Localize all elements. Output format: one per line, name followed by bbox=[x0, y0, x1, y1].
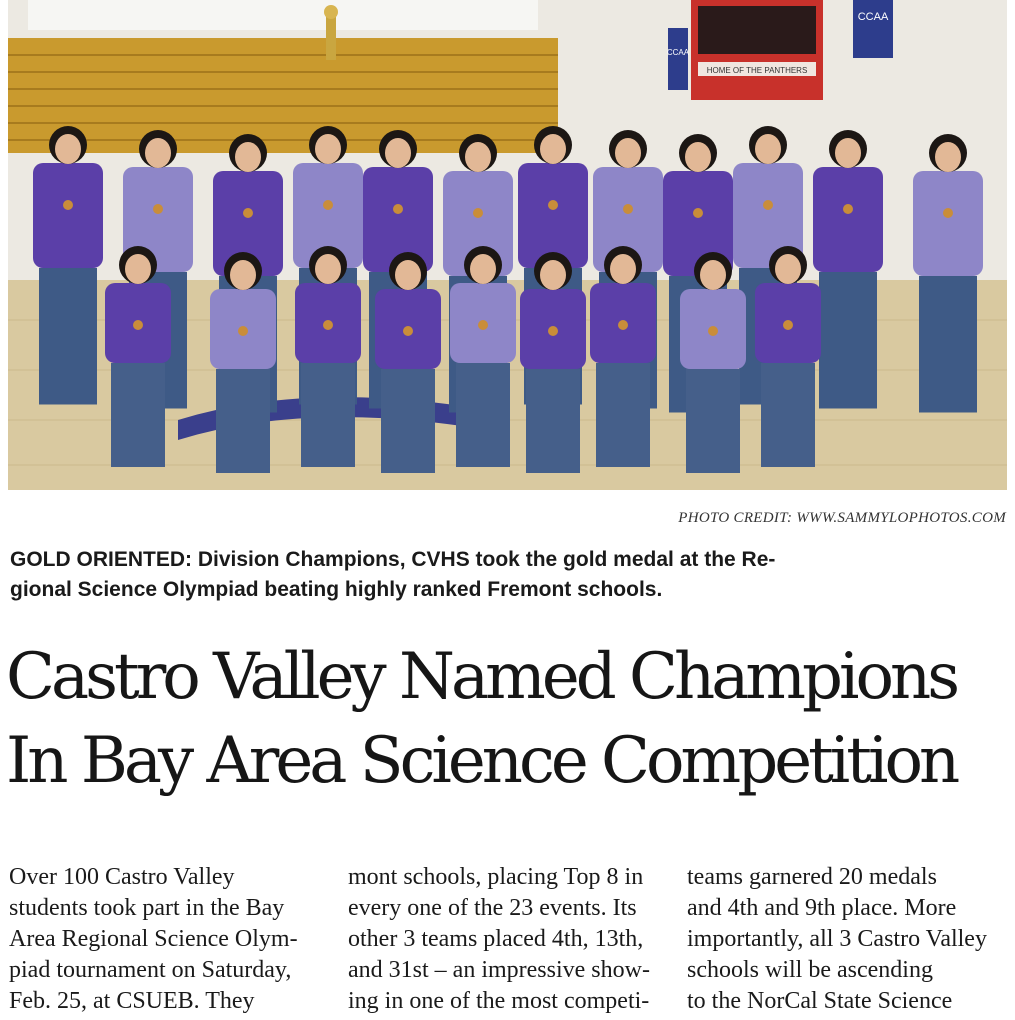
body-column-3-text: teams garnered 20 medals and 4th and 9th place. More importantly, all 3 Castro Valley schools will be ascending to the NorCal State Science bbox=[687, 864, 987, 1014]
person-figure bbox=[913, 134, 983, 413]
body-column-1-text: Over 100 Castro Valley students took part in the Bay Area Regional Science Olym- piad tournament on Saturday, Feb. 25, at CSUEB. They bbox=[9, 864, 298, 1014]
team-photo-illustration bbox=[8, 0, 1007, 490]
body-column-3 bbox=[687, 862, 1007, 1017]
body-column-2-text: mont schools, placing Top 8 in every one of the 23 events. Its other 3 teams placed 4th, 13th, and 31st – an impressive show- ing in one of the most competi- bbox=[348, 864, 650, 1014]
body-column-1 bbox=[9, 862, 329, 1017]
headline-line-2: In Bay Area Science Competition bbox=[6, 724, 957, 798]
person-figure bbox=[813, 130, 883, 409]
banner-left-text: CCAA bbox=[666, 48, 690, 57]
photo-caption bbox=[10, 545, 1000, 605]
scoreboard-label: HOME OF THE PANTHERS bbox=[706, 66, 808, 75]
article-headline bbox=[6, 635, 1011, 803]
banner-left bbox=[668, 28, 688, 90]
photo-credit: PHOTO CREDIT: WWW.SAMMYLOPHOTOS.COM bbox=[678, 510, 1006, 526]
team-photo bbox=[8, 0, 1007, 490]
headline-line-1: Castro Valley Named Champions bbox=[6, 640, 957, 714]
caption-text: GOLD ORIENTED: Division Champions, CVHS took the gold medal at the Re- gional Science Olympiad beating highly ranked Fremont schools. bbox=[10, 548, 776, 601]
banner-right bbox=[853, 0, 893, 58]
banner-right-text: CCAA bbox=[857, 11, 889, 23]
body-column-2 bbox=[348, 862, 668, 1017]
person-figure bbox=[33, 126, 103, 405]
